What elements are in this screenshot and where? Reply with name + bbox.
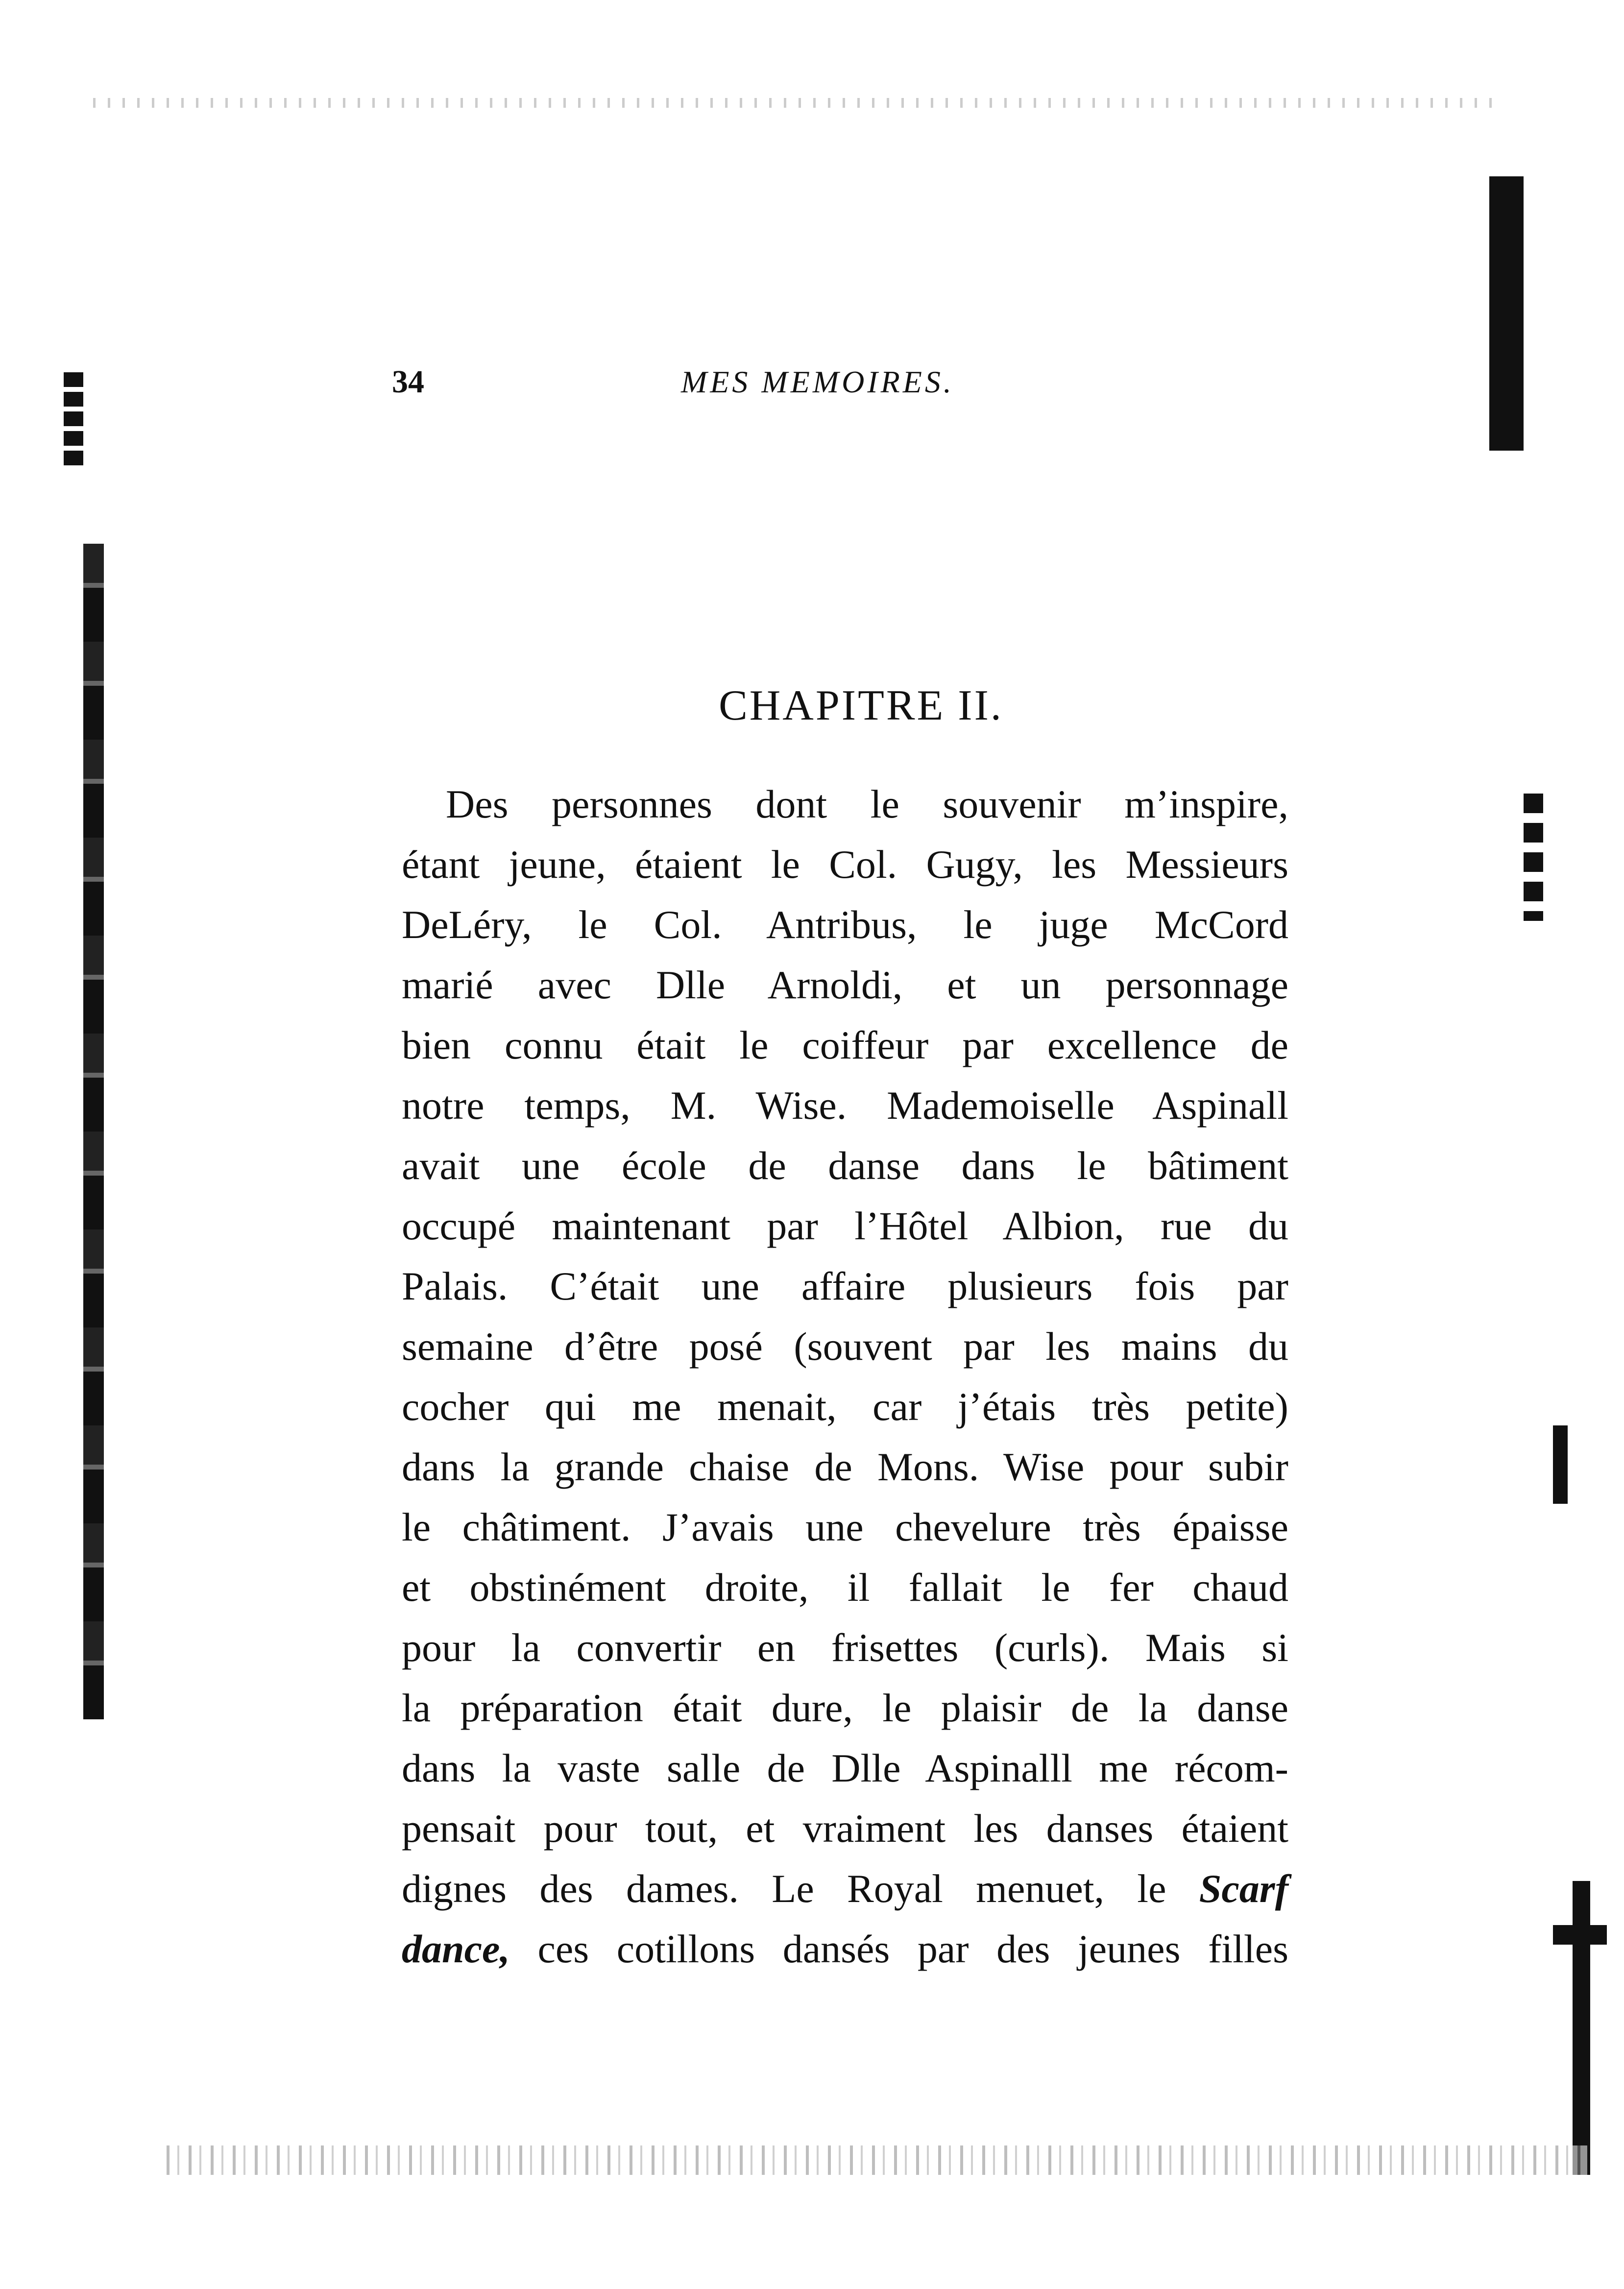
text-line-with-emphasis (402, 1858, 1288, 1919)
text-line: Des personnes dont le souvenir m’inspire, (446, 782, 1288, 826)
scan-artifact-right-mark (1553, 1425, 1568, 1504)
text-line: pour la convertir en frisettes (curls). Mais si (402, 1625, 1288, 1670)
text-fragment: dignes des dames. Le Royal menuet, le (402, 1866, 1166, 1911)
chapter-heading: CHAPITRE II. (719, 682, 1003, 729)
text-line: marié avec Dlle Arnoldi, et un personnage (402, 963, 1288, 1007)
text-line: cocher qui me menait, car j’étais très petite) (402, 1384, 1288, 1429)
page-number: 34 (392, 364, 424, 400)
scan-artifact-right-mid (1524, 794, 1543, 921)
text-line: pensait pour tout, et vraiment les danses étaient (402, 1806, 1288, 1851)
text-line: la préparation était dure, le plaisir de la danse (402, 1686, 1288, 1730)
text-line: dans la vaste salle de Dlle Aspinalll me récom- (402, 1746, 1288, 1790)
text-line: bien connu était le coiffeur par excellence de (402, 1023, 1288, 1067)
scan-artifact-bottom (167, 2145, 1587, 2175)
body-text (402, 774, 1288, 1979)
text-line-with-emphasis (402, 1919, 1288, 1979)
text-line: étant jeune, étaient le Col. Gugy, les Messieurs (402, 842, 1288, 887)
text-fragment: ces cotillons dansés par des jeunes filles (537, 1927, 1288, 1971)
scan-artifact-right-top (1489, 176, 1524, 451)
text-line: DeLéry, le Col. Antribus, le juge McCord (402, 902, 1288, 947)
scan-artifact-top (93, 98, 1504, 108)
text-line: le châtiment. J’avais une chevelure très épaisse (402, 1505, 1288, 1549)
text-line: notre temps, M. Wise. Mademoiselle Aspinall (402, 1083, 1288, 1128)
running-head (0, 355, 1624, 409)
text-line: avait une école de danse dans le bâtiment (402, 1143, 1288, 1188)
emphasis-scarf: Scarf (1199, 1866, 1288, 1911)
running-title: MES MEMOIRES. (681, 364, 954, 399)
text-line: occupé maintenant par l’Hôtel Albion, rue du (402, 1204, 1288, 1248)
text-line: et obstinément droite, il fallait le fer chaud (402, 1565, 1288, 1610)
scan-artifact-right-bottom-cross (1553, 1925, 1607, 1945)
text-line: Palais. C’était une affaire plusieurs fois par (402, 1264, 1288, 1308)
text-line: dans la grande chaise de Mons. Wise pour subir (402, 1445, 1288, 1489)
text-line: semaine d’être posé (souvent par les mains du (402, 1324, 1288, 1369)
emphasis-dance: dance, (402, 1927, 510, 1971)
